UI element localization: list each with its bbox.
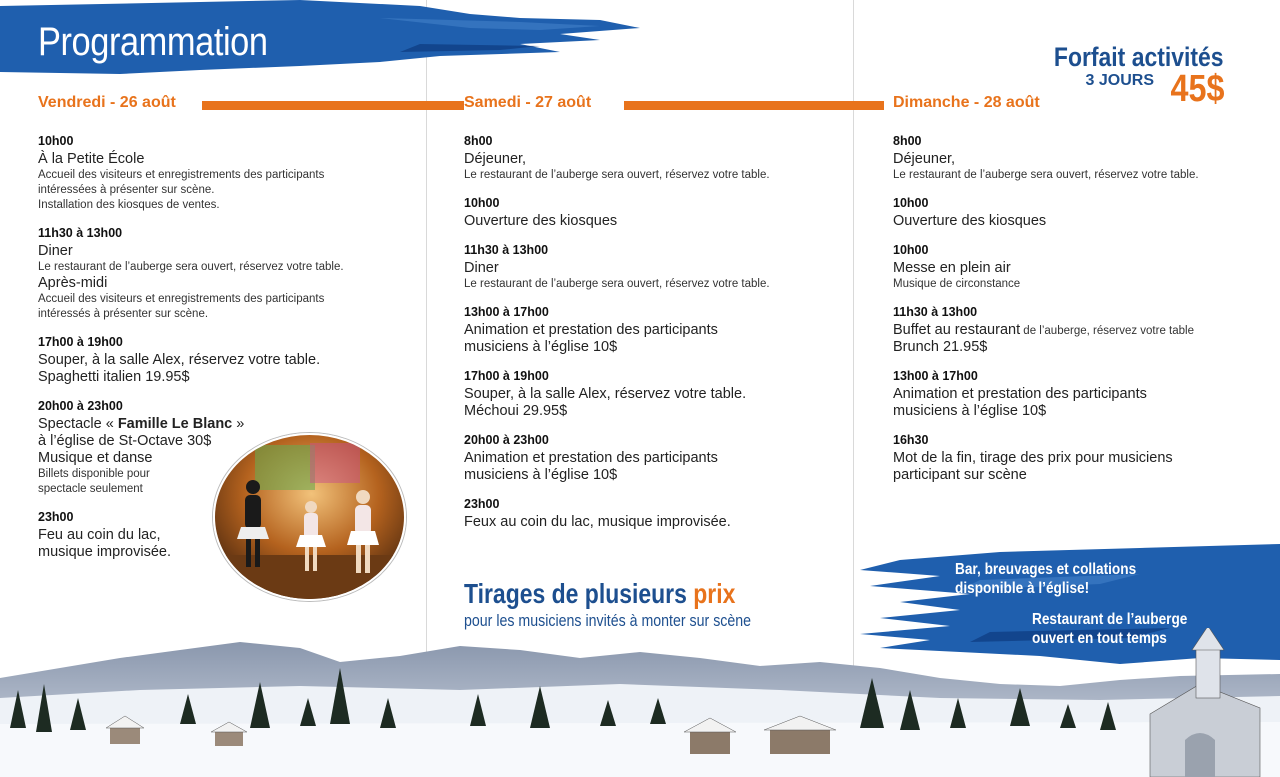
event-line xyxy=(893,403,1263,420)
forfait-title: Forfait activités xyxy=(1054,42,1224,72)
tirages-subtitle: pour les musiciens invités à monter sur scène xyxy=(464,612,752,630)
schedule-event xyxy=(893,195,1263,230)
event-line xyxy=(893,260,1263,277)
schedule-event xyxy=(464,242,844,292)
day-label: Vendredi - 26 août xyxy=(38,94,176,111)
day-header-saturday xyxy=(464,94,884,116)
schedule-event xyxy=(893,133,1263,183)
restaurant-note-line: ouvert en tout temps xyxy=(1032,630,1167,647)
event-line-text: Accueil des visiteurs et enregistrements des participants xyxy=(38,169,325,181)
day-header-bar xyxy=(624,101,884,110)
event-line xyxy=(893,277,1263,292)
event-line xyxy=(464,151,844,168)
event-line-text: intéressés à présenter sur scène. xyxy=(38,308,209,320)
event-line xyxy=(38,369,408,386)
event-time: 13h00 à 17h00 xyxy=(464,305,549,319)
event-line-text: Le restaurant de l’auberge sera ouvert, réservez votre table. xyxy=(464,169,770,181)
event-line-text: Billets disponible pour xyxy=(38,468,150,480)
tirages-banner xyxy=(464,578,798,631)
event-time: 23h00 xyxy=(38,510,74,524)
event-line-text: intéressées à présenter sur scène. xyxy=(38,184,215,196)
event-line-text: Feux au coin du lac, musique improvisée. xyxy=(464,514,731,530)
event-line-text: À la Petite École xyxy=(38,151,145,167)
schedule-event xyxy=(893,368,1263,420)
event-line xyxy=(893,322,1263,339)
event-line-text: Souper, à la salle Alex, réservez votre table. xyxy=(464,386,747,402)
event-line xyxy=(38,416,408,433)
schedule-event xyxy=(464,496,844,531)
event-line-text: musiciens à l’église 10$ xyxy=(464,467,618,483)
event-line xyxy=(464,386,844,403)
event-line xyxy=(38,151,408,168)
day-label: Dimanche - 28 août xyxy=(893,94,1040,111)
schedule-event xyxy=(464,368,844,420)
event-line-text: Diner xyxy=(38,243,73,259)
event-line xyxy=(464,450,844,467)
event-time: 10h00 xyxy=(464,196,500,210)
restaurant-note-line: Restaurant de l’auberge xyxy=(1032,611,1188,628)
event-line xyxy=(893,213,1263,230)
event-time: 10h00 xyxy=(893,196,929,210)
event-time: 23h00 xyxy=(464,497,500,511)
day-header-bar xyxy=(202,101,464,110)
event-line xyxy=(38,307,408,322)
event-line xyxy=(893,168,1263,183)
event-line-text: musiciens à l’église 10$ xyxy=(464,339,618,355)
day-header-friday xyxy=(38,94,428,116)
bar-note-line: Bar, breuvages et collations xyxy=(955,561,1137,578)
schedule-event xyxy=(464,304,844,356)
tirages-title-accent: prix xyxy=(693,578,736,609)
event-time: 11h30 à 13h00 xyxy=(893,305,978,319)
event-line xyxy=(38,168,408,183)
event-time: 20h00 à 23h00 xyxy=(464,433,549,447)
bar-note-line: disponible à l’église! xyxy=(955,580,1090,597)
event-line-text: Animation et prestation des participants xyxy=(464,322,718,338)
event-time: 11h30 à 13h00 xyxy=(38,226,123,240)
event-line xyxy=(893,467,1263,484)
performers-photo xyxy=(213,433,406,601)
event-line-text: Spaghetti italien 19.95$ xyxy=(38,369,190,385)
event-line xyxy=(464,403,844,420)
event-line-text: Musique de circonstance xyxy=(893,278,1021,290)
event-line-text: Messe en plein air xyxy=(893,260,1011,276)
event-line-text: Mot de la fin, tirage des prix pour musiciens xyxy=(893,450,1173,466)
event-line-text: Le restaurant de l’auberge sera ouvert, réservez votre table. xyxy=(38,261,344,273)
event-line-text: Buffet au restaurant xyxy=(893,322,1021,338)
event-line xyxy=(38,352,408,369)
event-line xyxy=(893,386,1263,403)
event-line-text: musiciens à l’église 10$ xyxy=(893,403,1047,419)
event-line xyxy=(38,198,408,213)
event-time: 10h00 xyxy=(893,243,929,257)
event-time: 8h00 xyxy=(464,134,493,148)
event-line-text: musique improvisée. xyxy=(38,544,171,560)
winter-landscape-illustration xyxy=(0,628,1280,777)
event-time: 11h30 à 13h00 xyxy=(464,243,549,257)
event-time: 8h00 xyxy=(893,134,922,148)
event-line-text: Le restaurant de l’auberge sera ouvert, réservez votre table. xyxy=(893,169,1199,181)
event-line-text: Installation des kiosques de ventes. xyxy=(38,199,220,211)
event-line-text: Ouverture des kiosques xyxy=(464,213,618,229)
event-time: 16h30 xyxy=(893,433,929,447)
event-time: 20h00 à 23h00 xyxy=(38,399,123,413)
forfait-duration: 3 JOURS xyxy=(1085,72,1154,89)
forfait-box xyxy=(1024,42,1224,110)
event-time: 17h00 à 19h00 xyxy=(38,335,123,349)
schedule-event xyxy=(893,304,1263,356)
event-line xyxy=(464,467,844,484)
schedule-event xyxy=(893,432,1263,484)
event-line-text: à l’église de St-Octave 30$ xyxy=(38,433,212,449)
event-line-text: participant sur scène xyxy=(893,467,1027,483)
tirages-title xyxy=(464,578,738,610)
event-line xyxy=(38,243,408,260)
event-line-text: Diner xyxy=(464,260,499,276)
event-line-text: Accueil des visiteurs et enregistrements des participants xyxy=(38,293,325,305)
event-time: 10h00 xyxy=(38,134,74,148)
event-line-text: spectacle seulement xyxy=(38,483,143,495)
schedule-column-sunday xyxy=(893,133,1263,496)
event-line xyxy=(464,514,844,531)
schedule-event xyxy=(464,432,844,484)
event-line-text: Brunch 21.95$ xyxy=(893,339,988,355)
tirages-title-prefix: Tirages de plusieurs xyxy=(464,578,694,609)
day-header-sunday xyxy=(893,94,1093,116)
event-line xyxy=(464,260,844,277)
event-line xyxy=(464,277,844,292)
schedule-event xyxy=(38,334,408,386)
event-line-text: Animation et prestation des participants xyxy=(893,386,1147,402)
event-time: 17h00 à 19h00 xyxy=(464,369,549,383)
event-line xyxy=(464,339,844,356)
event-line xyxy=(893,151,1263,168)
event-line-suffix: » xyxy=(232,416,245,432)
schedule-column-saturday xyxy=(464,133,844,543)
event-line xyxy=(38,292,408,307)
schedule-event xyxy=(38,133,408,213)
schedule-event xyxy=(893,242,1263,292)
event-line-text: Après-midi xyxy=(38,275,108,291)
event-line-text: Déjeuner, xyxy=(464,151,527,167)
forfait-price: 45$ xyxy=(1170,68,1224,110)
event-line-text: Musique et danse xyxy=(38,450,153,466)
event-line xyxy=(893,450,1263,467)
event-line-text: Animation et prestation des participants xyxy=(464,450,718,466)
schedule-event xyxy=(464,133,844,183)
event-line-text: Méchoui 29.95$ xyxy=(464,403,568,419)
event-line xyxy=(38,275,408,292)
event-line-text: Spectacle « xyxy=(38,416,118,432)
event-time: 13h00 à 17h00 xyxy=(893,369,978,383)
event-line xyxy=(464,168,844,183)
bar-note xyxy=(955,560,1136,598)
event-line-text: Feu au coin du lac, xyxy=(38,527,161,543)
schedule-event xyxy=(38,225,408,322)
event-line-text: Souper, à la salle Alex, réservez votre table. xyxy=(38,352,321,368)
event-line xyxy=(38,183,408,198)
event-line xyxy=(464,322,844,339)
event-line xyxy=(38,260,408,275)
event-line-text: Le restaurant de l’auberge sera ouvert, réservez votre table. xyxy=(464,278,770,290)
event-line-note: de l’auberge, réservez votre table xyxy=(1020,325,1194,337)
event-line xyxy=(893,339,1263,356)
page-title: Programmation xyxy=(38,20,268,64)
event-line-text: Ouverture des kiosques xyxy=(893,213,1047,229)
event-line-highlight: Famille Le Blanc xyxy=(117,416,233,432)
day-label: Samedi - 27 août xyxy=(464,94,592,111)
event-line xyxy=(464,213,844,230)
schedule-event xyxy=(464,195,844,230)
event-line-text: Déjeuner, xyxy=(893,151,956,167)
